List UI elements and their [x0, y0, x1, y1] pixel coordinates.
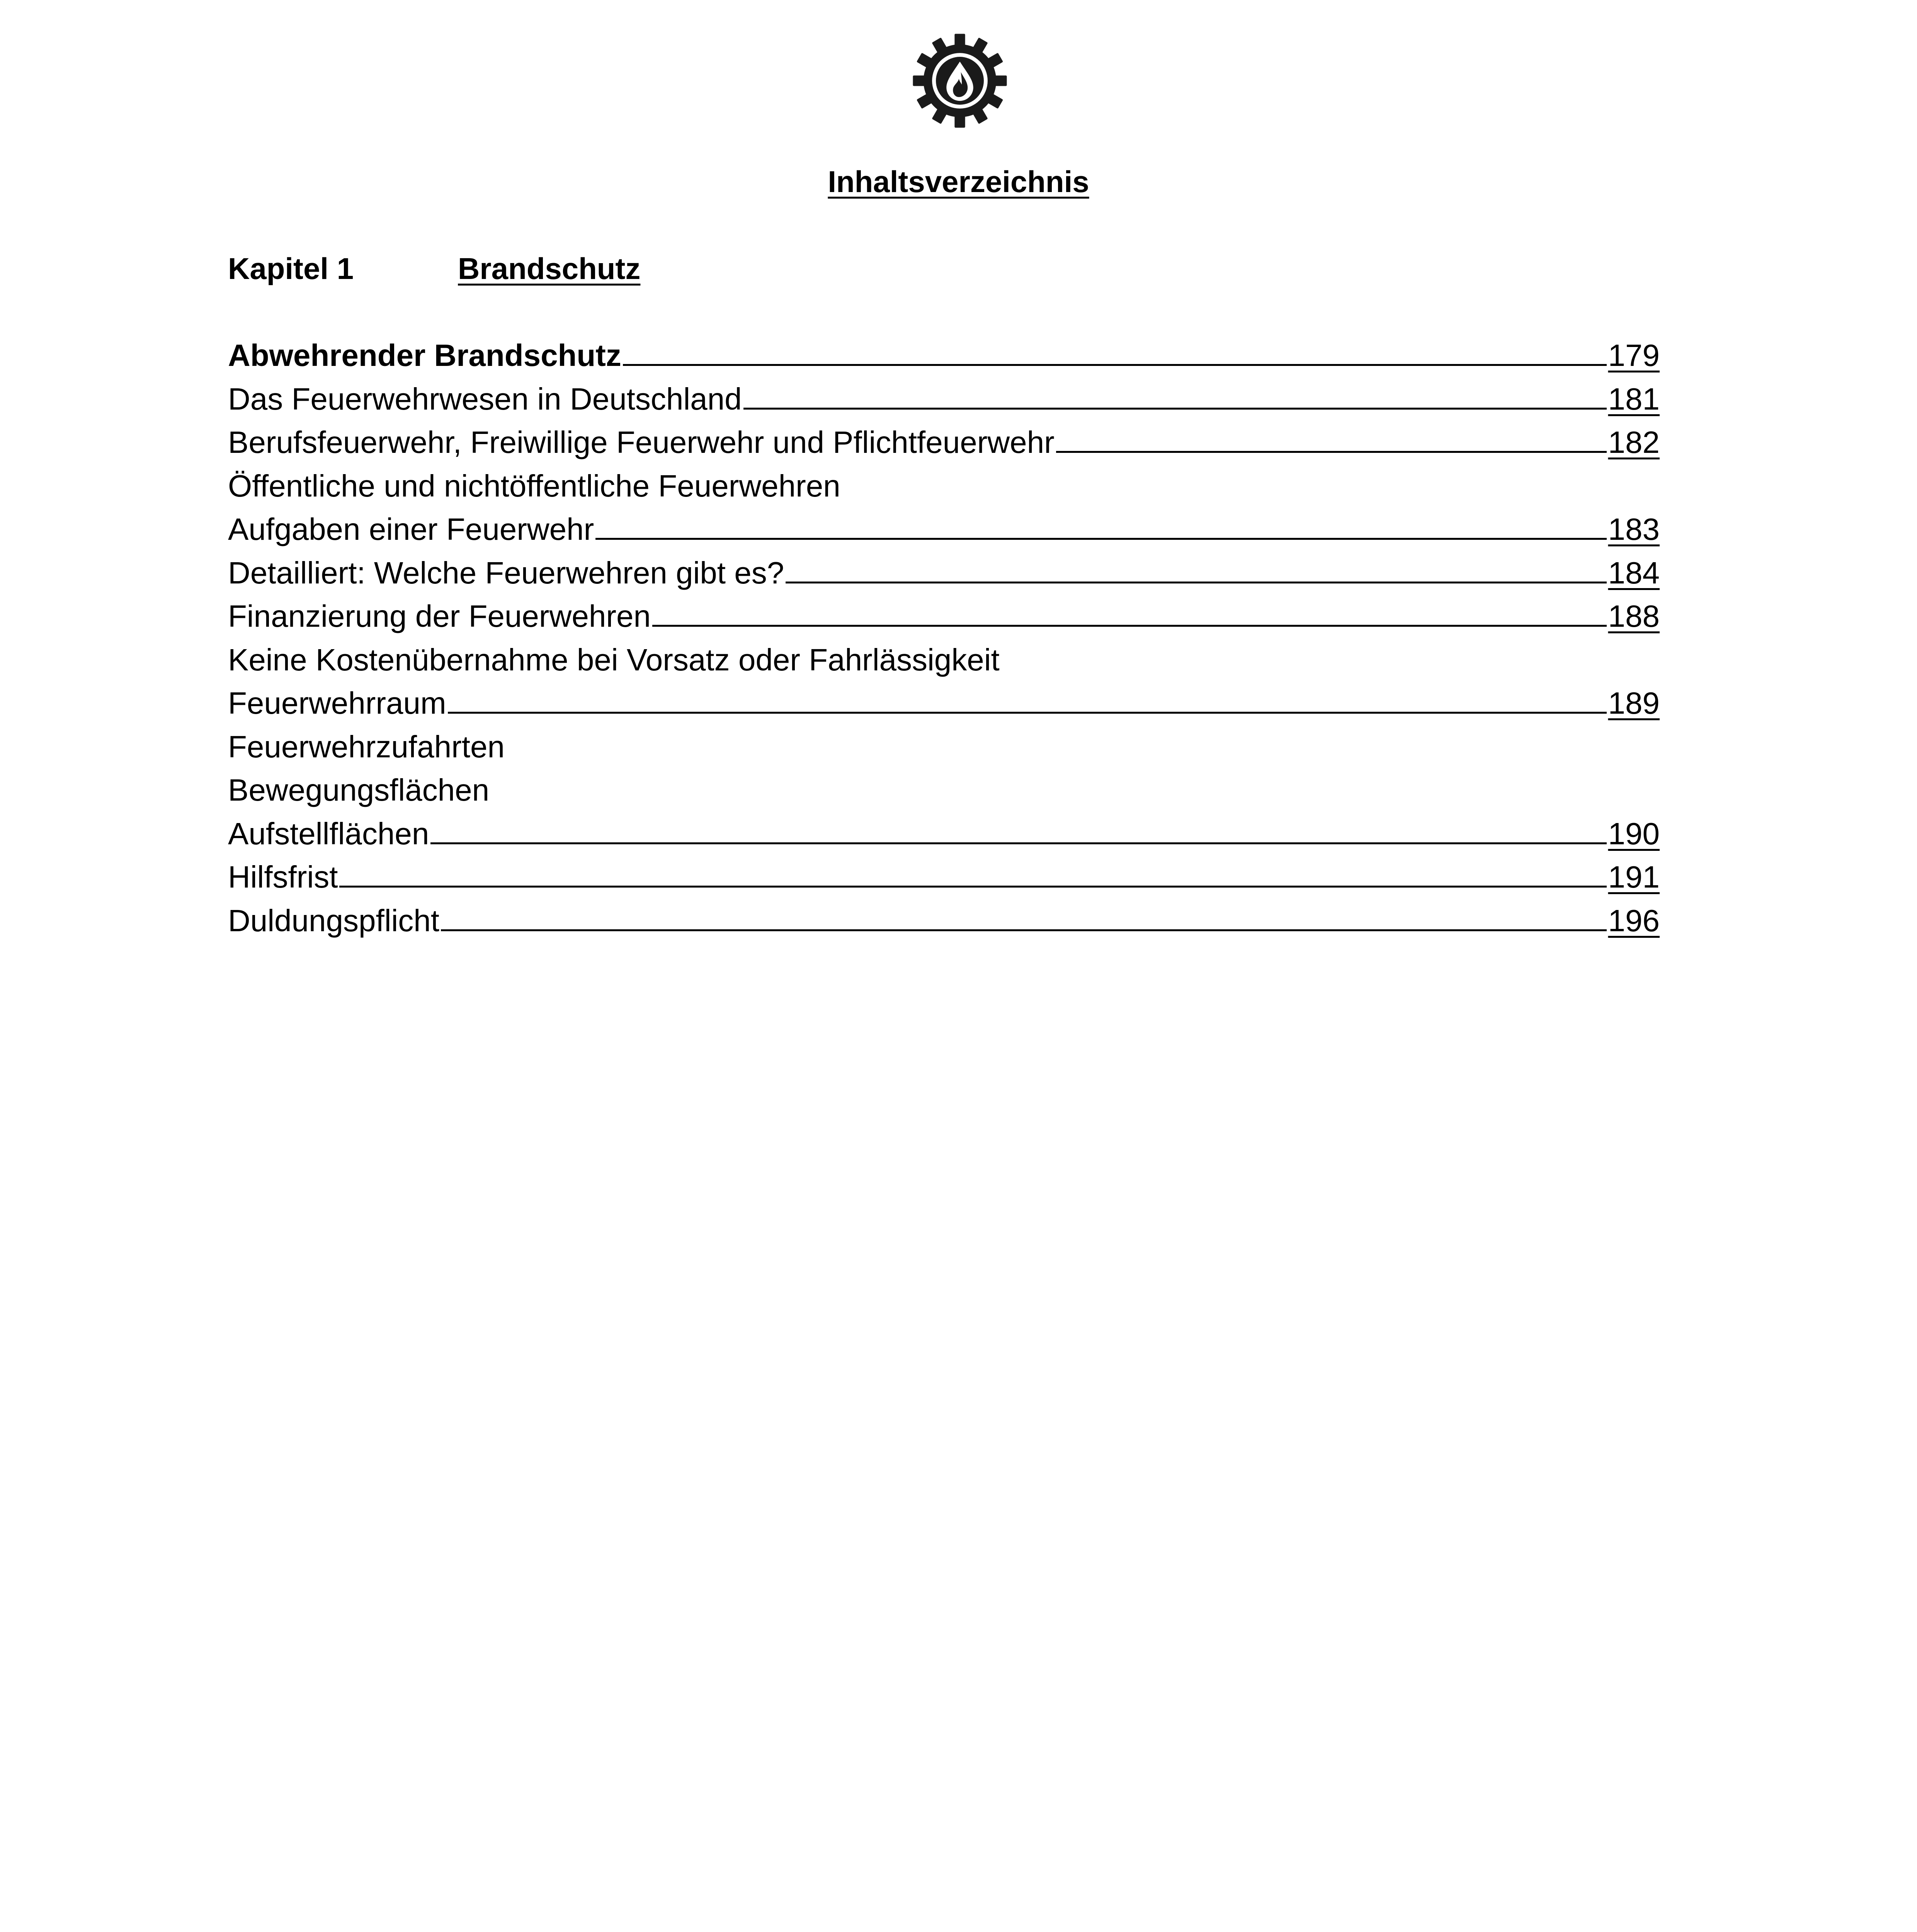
toc-entry[interactable]: [228, 551, 1660, 595]
toc-entry-label: Bewegungsflächen: [228, 773, 490, 807]
toc-leader-line: [595, 538, 1606, 540]
toc-entry-page: 183: [1608, 512, 1660, 546]
toc-entry[interactable]: [228, 682, 1660, 725]
toc-entry[interactable]: [228, 378, 1660, 421]
toc-entry-label: Abwehrender Brandschutz: [228, 338, 621, 372]
toc-leader-line: [339, 886, 1606, 888]
toc-leader-line: [430, 842, 1606, 844]
toc-leader-line: [1056, 451, 1607, 453]
toc-entry-page: 181: [1608, 381, 1660, 416]
toc-entry[interactable]: [228, 508, 1660, 551]
chapter-name: Brandschutz: [458, 252, 641, 286]
toc-entry-label: Das Feuerwehrwesen in Deutschland: [228, 381, 742, 416]
toc-entry-label: Duldungspflicht: [228, 903, 439, 938]
chapter-number: Kapitel 1: [228, 252, 354, 286]
toc-entry-label: Berufsfeuerwehr, Freiwillige Feuerwehr und Pflichtfeuerwehr: [228, 425, 1055, 459]
toc-entry-label: Finanzierung der Feuerwehren: [228, 599, 651, 633]
chapter-heading: [228, 247, 640, 290]
gear-flame-logo-icon: [912, 33, 1008, 129]
toc-leader-line: [623, 364, 1607, 366]
toc-entry-page: 189: [1608, 686, 1660, 720]
toc-entry[interactable]: [228, 638, 1660, 682]
toc-entry-label: Feuerwehrraum: [228, 686, 446, 720]
toc-entry[interactable]: [228, 899, 1660, 943]
toc-entry-page: 184: [1608, 555, 1660, 590]
toc-entry-label: Detailliert: Welche Feuerwehren gibt es?: [228, 555, 784, 590]
toc-entry-label: Feuerwehrzufahrten: [228, 729, 505, 764]
toc-entry[interactable]: [228, 421, 1660, 464]
toc-entry-page: 190: [1608, 816, 1660, 851]
toc-entry[interactable]: [228, 464, 1660, 508]
toc-leader-line: [448, 712, 1607, 714]
toc-entry-label: Aufstellflächen: [228, 816, 429, 851]
toc-entry[interactable]: [228, 595, 1660, 638]
toc-entry[interactable]: [228, 812, 1660, 856]
toc-leader-line: [441, 929, 1607, 931]
table-of-contents: [228, 334, 1660, 942]
toc-entry-page: 196: [1608, 903, 1660, 938]
toc-entry[interactable]: [228, 334, 1660, 378]
toc-entry-label: Öffentliche und nichtöffentliche Feuerwehren: [228, 468, 840, 503]
toc-leader-line: [743, 408, 1607, 410]
toc-entry-page: 182: [1608, 425, 1660, 459]
toc-entry-label: Keine Kostenübernahme bei Vorsatz oder Fahrlässigkeit: [228, 642, 1000, 677]
toc-entry[interactable]: [228, 855, 1660, 899]
toc-entry[interactable]: [228, 769, 1660, 812]
toc-entry-label: Hilfsfrist: [228, 860, 338, 894]
toc-entry[interactable]: [228, 725, 1660, 769]
toc-leader-line: [652, 625, 1607, 627]
toc-entry-page: 188: [1608, 599, 1660, 633]
toc-entry-label: Aufgaben einer Feuerwehr: [228, 512, 594, 546]
toc-entry-page: 179: [1608, 338, 1660, 372]
toc-leader-line: [786, 582, 1606, 583]
toc-entry-page: 191: [1608, 860, 1660, 894]
page-title: Inhaltsverzeichnis: [828, 165, 1089, 199]
